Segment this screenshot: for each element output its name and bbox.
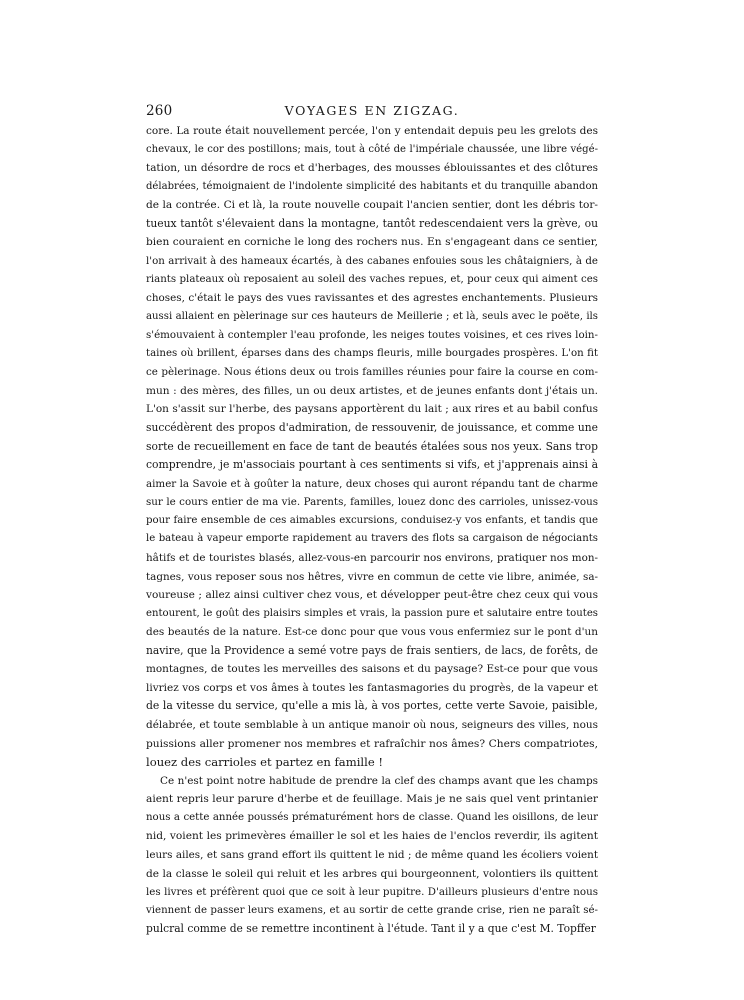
- text-line: aussi allaient en pèlerinage sur ces hauteurs de Meillerie ; et là, seuls avec le poëte, ils: [146, 310, 598, 322]
- text-line: bien couraient en corniche le long des rochers nus. En s'engageant dans ce sentier,: [146, 236, 598, 249]
- text-line: succédèrent des propos d'admiration, de ressouvenir, de jouissance, et comme une: [146, 421, 598, 434]
- text-line: pulcral comme de se remettre incontinent à l'étude. Tant il y a que c'est M. Topffer: [146, 922, 596, 936]
- text-line: sur le cours entier de ma vie. Parents, familles, louez donc des carrioles, unissez-vous: [146, 496, 598, 509]
- text-line: délabrée, et toute semblable à un antique manoir où nous, seigneurs des villes, nous: [146, 719, 598, 731]
- text-line: leurs ailes, et sans grand effort ils quittent le nid ; de même quand les écoliers voient: [146, 848, 598, 861]
- text-line: chevaux, le cor des postillons; mais, tout à côté de l'impériale chaussée, une libre végé-: [146, 143, 598, 155]
- text-line: tagnes, vous reposer sous nos hêtres, vivre en commun de cette vie libre, animée, sa-: [146, 570, 598, 583]
- text-line: tueux tantôt s'élevaient dans la montagne, tantôt redescendaient vers la grève, ou: [146, 216, 598, 230]
- text-line: navire, que la Providence a semé votre pays de frais sentiers, de lacs, de forêts, de: [146, 643, 598, 657]
- text-line: aimer la Savoie et à goûter la nature, deux choses qui auront répandu tant de charme: [146, 477, 598, 490]
- page-number: 260: [146, 103, 173, 119]
- text-line: voureuse ; allez ainsi cultiver chez vous, et développer peut-être chez ceux qui vous: [146, 589, 598, 602]
- text-line: pour faire ensemble de ces aimables excursions, conduisez-y vos enfants, et tandis que: [146, 514, 598, 526]
- text-line: ce pèlerinage. Nous étions deux ou trois familles réunies pour faire la course en com-: [146, 366, 598, 379]
- text-line: choses, c'était le pays des vues ravissantes et des agrestes enchantements. Plusieurs: [146, 292, 598, 305]
- text-line: nous a cette année poussés prématurément hors de classe. Quand les oisillons, de leur: [146, 811, 598, 823]
- text-line: taines où brillent, éparses dans des champs fleuris, mille bourgades prospères. L'on fit: [146, 347, 598, 359]
- text-line: louez des carrioles et partez en famille !: [146, 755, 384, 770]
- text-line: livriez vos corps et vos âmes à toutes les fantasmagories du progrès, de la vapeur et: [146, 681, 598, 694]
- text-line: entourent, le goût des plaisirs simples et vrais, la passion pure et salutaire entre toutes: [146, 607, 598, 619]
- text-line: riants plateaux où reposaient au soleil des vaches repues, et, pour ceux qui aiment ces: [146, 273, 598, 285]
- text-line: les livres et préfèrent quoi que ce soit à leur pupitre. D'ailleurs plusieurs d'entre nous: [146, 886, 598, 899]
- text-line: nid, voient les primevères émailler le sol et les haies de l'enclos reverdir, ils agitent: [146, 829, 598, 843]
- text-line: montagnes, de toutes les merveilles des saisons et du paysage? Est-ce pour que vous: [146, 663, 598, 676]
- running-title: VOYAGES EN ZIGZAG.: [284, 103, 460, 118]
- body-text: [146, 122, 598, 939]
- text-line: Ce n'est point notre habitude de prendre la clef des champs avant que les champs: [160, 774, 598, 787]
- running-head: [146, 103, 598, 121]
- text-line: core. La route était nouvellement percée, l'on y entendait depuis peu les grelots des: [146, 125, 598, 137]
- text-line: puissions aller promener nos membres et rafraîchir nos âmes? Chers compatriotes,: [146, 736, 598, 750]
- text-line: de la classe le soleil qui reluit et les arbres qui bourgeonnent, volontiers ils quittent: [146, 867, 598, 880]
- text-line: sorte de recueillement en face de tant de beautés étalées sous nos yeux. Sans trop: [146, 439, 598, 453]
- text-line: aient repris leur parure d'herbe et de feuillage. Mais je ne sais quel vent printanier: [146, 792, 598, 806]
- text-line: s'émouvaient à contempler l'eau profonde, les neiges toutes voisines, et ces rives loin-: [146, 329, 598, 342]
- text-line: hâtifs et de touristes blasés, allez-vous-en parcourir nos environs, pratiquer nos mon-: [146, 551, 598, 564]
- text-line: des beautés de la nature. Est-ce donc pour que vous vous enfermiez sur le pont d'un: [146, 626, 598, 639]
- text-line: l'on arrivait à des hameaux écartés, à des cabanes enfouies sous les châtaigniers, à de: [146, 254, 598, 267]
- text-line: tation, un désordre de rocs et d'herbages, des mousses éblouissantes et des clôtures: [146, 162, 598, 175]
- text-line: comprendre, je m'associais pourtant à ces sentiments si vifs, et j'apprenais ainsi à: [146, 458, 598, 472]
- text-line: L'on s'assit sur l'herbe, des paysans apportèrent du lait ; aux rires et au babil confus: [146, 403, 598, 416]
- text-line: mun : des mères, des filles, un ou deux artistes, et de jeunes enfants dont j'étais un.: [146, 384, 598, 397]
- text-line: le bateau à vapeur emporte rapidement au travers des flots sa cargaison de négociants: [146, 533, 598, 545]
- text-line: viennent de passer leurs examens, et au sortir de cette grande crise, rien ne paraît sé-: [146, 904, 598, 916]
- text-line: de la vitesse du service, qu'elle a mis là, à vos portes, cette verte Savoie, paisible,: [146, 699, 598, 713]
- text-line: de la contrée. Ci et là, la route nouvelle coupait l'ancien sentier, dont les débris tor-: [146, 199, 598, 212]
- text-line: délabrées, témoignaient de l'indolente simplicité des habitants et du tranquille abandon: [146, 180, 598, 192]
